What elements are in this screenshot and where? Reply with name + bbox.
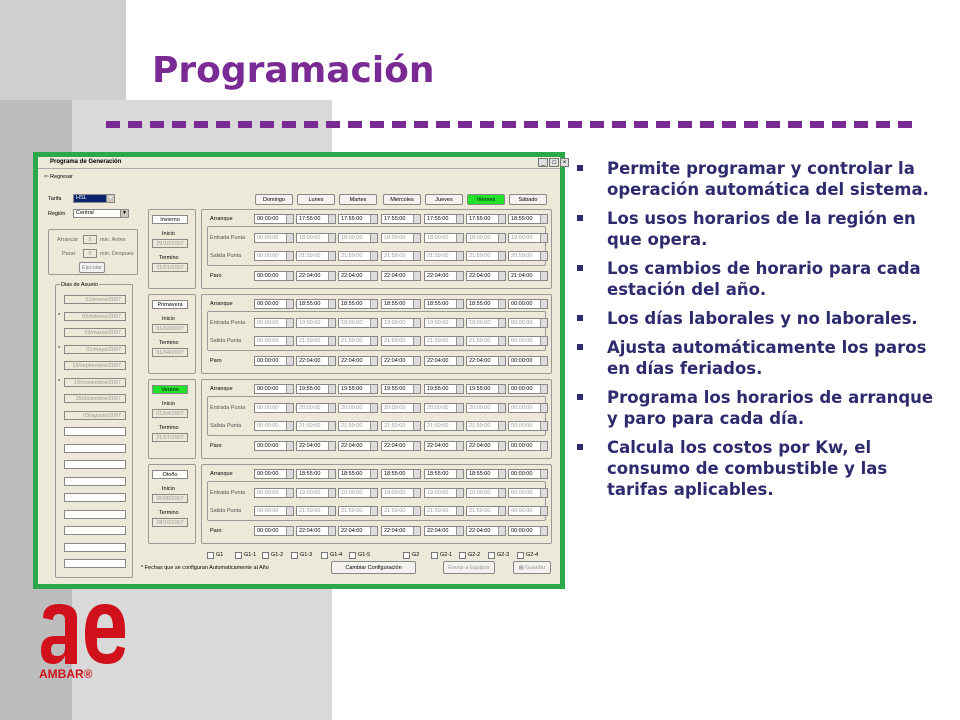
time-field[interactable]: 19:00:00 [508, 233, 548, 243]
time-field[interactable]: 18:55:00 [381, 299, 421, 309]
time-field[interactable]: 21:59:00 [424, 506, 464, 516]
group-checkbox[interactable] [235, 552, 242, 559]
time-field[interactable]: 22:04:00 [381, 271, 421, 281]
save-label: Guardar [525, 565, 546, 571]
row-label-paro: Paro [210, 528, 222, 534]
auto-marker: * [58, 378, 61, 385]
time-field[interactable]: 17:55:00 [424, 214, 464, 224]
page-title: Programación [152, 50, 435, 91]
holiday-field[interactable] [64, 444, 126, 453]
time-field[interactable]: 21:59:00 [338, 421, 378, 431]
time-field[interactable]: 17:55:00 [338, 214, 378, 224]
group-checkbox[interactable] [321, 552, 328, 559]
time-field[interactable]: 00:00:00 [508, 384, 548, 394]
time-field[interactable]: 00:00:00 [508, 318, 548, 328]
dotted-divider [106, 121, 916, 128]
time-field[interactable]: 18:00:00 [466, 233, 506, 243]
holiday-field[interactable]: 19/marzo/2007 [64, 328, 126, 337]
time-field[interactable]: 21:59:00 [296, 421, 336, 431]
group-checkbox[interactable] [349, 552, 356, 559]
row-label-arranque: Arranque [210, 301, 233, 307]
time-field[interactable]: 22:04:00 [296, 526, 336, 536]
group-label: G2-3 [497, 552, 510, 558]
time-field[interactable]: 21:59:00 [381, 336, 421, 346]
time-field[interactable]: 22:04:00 [466, 526, 506, 536]
time-field[interactable]: 22:04:00 [424, 441, 464, 451]
row-label-salida: Salida Punta [210, 338, 242, 344]
time-field[interactable]: 00:00:00 [508, 421, 548, 431]
time-field[interactable]: 22:04:00 [466, 356, 506, 366]
row-label-entrada: Entrada Punta [210, 490, 246, 496]
time-field[interactable]: 21:59:00 [338, 336, 378, 346]
time-field[interactable]: 22:04:00 [338, 356, 378, 366]
time-field[interactable]: 00:00:00 [254, 214, 294, 224]
time-field[interactable]: 00:00:00 [254, 526, 294, 536]
holiday-field[interactable] [64, 543, 126, 552]
time-field[interactable]: 18:00:00 [296, 233, 336, 243]
tarifa-label: Tarifa [48, 196, 62, 202]
logo-brand: AMBAR® [39, 667, 93, 680]
time-field[interactable]: 00:00:00 [254, 403, 294, 413]
inicio-date[interactable]: 01/02/2007 [152, 324, 188, 333]
inicio-label: Inicio [162, 401, 175, 407]
time-field[interactable]: 00:00:00 [508, 336, 548, 346]
time-field[interactable]: 00:00:00 [254, 356, 294, 366]
day-tab-6[interactable]: Sábado [509, 194, 547, 205]
termino-date[interactable]: 31/01/2007 [152, 263, 188, 272]
time-field[interactable]: 19:55:00 [381, 384, 421, 394]
time-field[interactable]: 19:00:00 [424, 318, 464, 328]
inicio-label: Inicio [162, 231, 175, 237]
time-field[interactable]: 21:59:00 [338, 251, 378, 261]
season-name: Otoño [152, 470, 188, 479]
time-field[interactable]: 22:04:00 [296, 441, 336, 451]
time-field[interactable]: 18:55:00 [338, 299, 378, 309]
back-label: Regresar [50, 174, 73, 180]
minimize-button[interactable]: _ [538, 158, 548, 167]
group-label: G2 [412, 552, 420, 558]
bullet-item: Calcula los costos por Kw, el consumo de combustible y las tarifas aplicables. [575, 437, 935, 500]
holiday-field[interactable]: 01/enero/2007 [64, 295, 126, 304]
time-field[interactable]: 22:04:00 [466, 271, 506, 281]
time-field[interactable]: 22:04:00 [296, 271, 336, 281]
time-field[interactable]: 00:00:00 [254, 506, 294, 516]
time-field[interactable]: 19:55:00 [424, 384, 464, 394]
row-label-paro: Paro [210, 443, 222, 449]
time-field[interactable]: 19:55:00 [466, 384, 506, 394]
time-field[interactable]: 20:00:00 [466, 403, 506, 413]
time-field[interactable]: 22:04:00 [424, 271, 464, 281]
group-label: G2-1 [440, 552, 453, 558]
time-field[interactable]: 00:00:00 [254, 271, 294, 281]
parar-field[interactable]: 5 [83, 249, 97, 258]
group-label: G1-3 [300, 552, 313, 558]
holiday-field[interactable] [64, 427, 126, 436]
time-field[interactable]: 00:00:00 [254, 488, 294, 498]
time-field[interactable]: 18:00:00 [424, 233, 464, 243]
day-tab-4[interactable]: Jueves [425, 194, 463, 205]
time-field[interactable]: 19:00:00 [338, 488, 378, 498]
time-field[interactable]: 21:59:00 [424, 251, 464, 261]
group-label: G2-2 [468, 552, 481, 558]
window-titlebar [38, 157, 567, 169]
time-field[interactable]: 18:55:00 [466, 299, 506, 309]
time-field[interactable]: 21:59:00 [381, 421, 421, 431]
holiday-field[interactable] [64, 526, 126, 535]
time-field[interactable]: 21:59:00 [466, 336, 506, 346]
time-field[interactable]: 00:00:00 [508, 488, 548, 498]
time-field[interactable]: 20:00:00 [381, 403, 421, 413]
day-tab-0[interactable]: Domingo [255, 194, 293, 205]
time-field[interactable]: 21:59:00 [296, 251, 336, 261]
holidays-title: Dias de Asueto [61, 282, 98, 288]
feature-list [575, 158, 935, 508]
time-field[interactable]: 00:00:00 [508, 403, 548, 413]
time-field[interactable]: 19:00:00 [296, 318, 336, 328]
time-field[interactable]: 22:04:00 [338, 271, 378, 281]
time-field[interactable]: 17:55:00 [466, 214, 506, 224]
row-label-arranque: Arranque [210, 471, 233, 477]
time-field[interactable]: 18:55:00 [381, 469, 421, 479]
auto-marker: * [58, 312, 61, 319]
chevron-down-icon: ▼ [106, 195, 114, 202]
termino-date[interactable]: 28/10/2007 [152, 518, 188, 527]
background-block [0, 0, 126, 100]
termino-label: Termino [159, 255, 179, 261]
group-label: G2-4 [526, 552, 539, 558]
time-field[interactable]: 22:04:00 [296, 356, 336, 366]
execute-button[interactable]: Ejecutar [79, 262, 105, 273]
time-field[interactable]: 00:00:00 [254, 251, 294, 261]
time-field[interactable]: 19:55:00 [296, 384, 336, 394]
ambar-logo [37, 600, 129, 680]
holiday-field[interactable] [64, 493, 126, 502]
holidays-panel [55, 284, 133, 578]
window-title: Programa de Generación [50, 159, 122, 165]
time-field[interactable]: 18:55:00 [424, 469, 464, 479]
parar-label: Parar [62, 251, 76, 257]
time-field[interactable]: 19:00:00 [381, 488, 421, 498]
group-checkbox[interactable] [459, 552, 466, 559]
holiday-field[interactable]: 16/septiembre/2007 [64, 361, 126, 370]
time-field[interactable]: 19:00:00 [338, 318, 378, 328]
time-field[interactable]: 19:00:00 [424, 488, 464, 498]
termino-label: Termino [159, 340, 179, 346]
group-checkbox[interactable] [262, 552, 269, 559]
holiday-field[interactable]: 25/diciembre/2007 [64, 394, 126, 403]
row-label-arranque: Arranque [210, 386, 233, 392]
change-config-button[interactable]: Cambiar Configuración [331, 561, 416, 574]
arrancar-label: Arrancar [57, 237, 79, 243]
holiday-field[interactable]: 05/febrero/2007 [64, 312, 126, 321]
time-field[interactable]: 00:00:00 [508, 526, 548, 536]
group-label: G1-1 [244, 552, 257, 558]
inicio-date[interactable]: 29/10/2007 [152, 239, 188, 248]
termino-date[interactable]: 31/07/2007 [152, 433, 188, 442]
time-field[interactable]: 00:00:00 [508, 506, 548, 516]
time-field[interactable]: 00:00:00 [508, 469, 548, 479]
time-field[interactable]: 21:59:00 [296, 336, 336, 346]
bullet-item: Permite programar y controlar la operación automática del sistema. [575, 158, 935, 200]
time-field[interactable]: 21:59:00 [466, 421, 506, 431]
back-button[interactable]: ⇦ Regresar [44, 174, 73, 180]
inicio-date[interactable]: 05/08/2007 [152, 494, 188, 503]
time-field[interactable]: 19:00:00 [466, 318, 506, 328]
row-label-paro: Paro [210, 273, 222, 279]
inicio-label: Inicio [162, 486, 175, 492]
row-label-salida: Salida Punta [210, 423, 242, 429]
time-field[interactable]: 21:59:00 [424, 421, 464, 431]
row-label-arranque: Arranque [210, 216, 233, 222]
holiday-field[interactable] [64, 477, 126, 486]
time-field[interactable]: 00:00:00 [254, 421, 294, 431]
time-field[interactable]: 21:59:00 [296, 506, 336, 516]
time-field[interactable]: 19:00:00 [466, 488, 506, 498]
group-checkbox[interactable] [403, 552, 410, 559]
termino-date[interactable]: 01/04/2007 [152, 348, 188, 357]
time-field[interactable]: 21:59:00 [338, 506, 378, 516]
day-tab-1[interactable]: Lunes [297, 194, 335, 205]
time-field[interactable]: 00:00:00 [254, 384, 294, 394]
time-field[interactable]: 18:55:00 [296, 469, 336, 479]
day-tab-3[interactable]: Miércoles [383, 194, 421, 205]
group-label: G1 [216, 552, 224, 558]
holiday-field[interactable]: 19/noviembre/2007 [64, 378, 126, 387]
inicio-date[interactable]: 01/04/2007 [152, 409, 188, 418]
footnote: * Fechas que se configuran Automaticamente al Año [141, 565, 269, 571]
time-field[interactable]: 21:59:00 [466, 506, 506, 516]
time-field[interactable]: 00:00:00 [254, 318, 294, 328]
despues-label: min. Despues [100, 251, 134, 257]
time-field[interactable]: 21:04:00 [508, 271, 548, 281]
time-field[interactable]: 00:00:00 [254, 441, 294, 451]
holiday-field[interactable]: 01/mayo/2007 [64, 345, 126, 354]
group-label: G1-5 [358, 552, 371, 558]
time-field[interactable]: 00:00:00 [508, 441, 548, 451]
time-field[interactable]: 18:55:00 [424, 299, 464, 309]
close-button[interactable]: × [560, 158, 569, 167]
row-label-entrada: Entrada Punta [210, 235, 246, 241]
time-field[interactable]: 17:55:00 [381, 214, 421, 224]
auto-marker: * [58, 345, 61, 352]
tarifa-value: HSL [76, 195, 87, 201]
bullet-item: Programa los horarios de arranque y paro para cada día. [575, 387, 935, 429]
time-field[interactable]: 20:00:00 [296, 403, 336, 413]
time-field[interactable]: 19:55:00 [338, 384, 378, 394]
time-field[interactable]: 21:59:00 [424, 336, 464, 346]
arrancar-field[interactable]: 5 [83, 235, 97, 244]
group-label: G1-4 [330, 552, 343, 558]
bullet-item: Los días laborales y no laborales. [575, 308, 935, 329]
time-field[interactable]: 22:04:00 [466, 441, 506, 451]
time-field[interactable]: 17:55:00 [296, 214, 336, 224]
time-field[interactable]: 22:04:00 [338, 441, 378, 451]
time-field[interactable]: 22:04:00 [424, 526, 464, 536]
send-to-equipment-button[interactable]: Enviar a Equipos [443, 561, 495, 574]
row-label-entrada: Entrada Punta [210, 405, 246, 411]
group-label: G1-2 [271, 552, 284, 558]
antes-label: min. Antes [100, 237, 126, 243]
time-field[interactable]: 21:59:00 [466, 251, 506, 261]
time-field[interactable]: 22:04:00 [381, 441, 421, 451]
time-field[interactable]: 19:00:00 [296, 488, 336, 498]
time-field[interactable]: 21:59:00 [381, 506, 421, 516]
time-field[interactable]: 00:00:00 [254, 336, 294, 346]
bullet-item: Los usos horarios de la región en que opera. [575, 208, 935, 250]
start-stop-panel [48, 229, 138, 275]
time-field[interactable]: 00:00:00 [254, 299, 294, 309]
maximize-button[interactable]: □ [549, 158, 559, 167]
time-field[interactable]: 22:04:00 [381, 526, 421, 536]
time-field[interactable]: 22:04:00 [424, 356, 464, 366]
group-checkbox[interactable] [207, 552, 214, 559]
time-field[interactable]: 00:00:00 [508, 356, 548, 366]
holiday-field[interactable] [64, 460, 126, 469]
save-button[interactable]: ▦ Guardar [513, 561, 551, 574]
row-label-paro: Paro [210, 358, 222, 364]
season-name: Verano [152, 385, 188, 394]
region-label: Región [48, 211, 66, 217]
holiday-field[interactable] [64, 559, 126, 568]
row-label-entrada: Entrada Punta [210, 320, 246, 326]
time-field[interactable]: 18:55:00 [466, 469, 506, 479]
time-field[interactable]: 00:00:00 [508, 299, 548, 309]
row-label-salida: Salida Punta [210, 253, 242, 259]
time-field[interactable]: 18:55:00 [338, 469, 378, 479]
region-value: Central [76, 210, 94, 216]
termino-label: Termino [159, 425, 179, 431]
time-field[interactable]: 21:59:00 [381, 251, 421, 261]
time-field[interactable]: 22:04:00 [338, 526, 378, 536]
time-field[interactable]: 20:59:00 [508, 251, 548, 261]
inicio-label: Inicio [162, 316, 175, 322]
time-field[interactable]: 00:00:00 [254, 469, 294, 479]
day-tab-5[interactable]: Viernes [467, 194, 505, 205]
time-field[interactable]: 20:00:00 [338, 403, 378, 413]
bullet-item: Los cambios de horario para cada estación del año. [575, 258, 935, 300]
time-field[interactable]: 18:55:00 [508, 214, 548, 224]
bullet-item: Ajusta automáticamente los paros en días feriados. [575, 337, 935, 379]
time-field[interactable]: 22:04:00 [381, 356, 421, 366]
time-field[interactable]: 18:00:00 [381, 233, 421, 243]
tarifa-select[interactable] [73, 194, 115, 203]
season-name: Primavera [152, 300, 188, 309]
time-field[interactable]: 18:00:00 [338, 233, 378, 243]
row-label-salida: Salida Punta [210, 508, 242, 514]
time-field[interactable]: 00:00:00 [254, 233, 294, 243]
time-field[interactable]: 19:00:00 [381, 318, 421, 328]
termino-label: Termino [159, 510, 179, 516]
group-checkbox[interactable] [517, 552, 524, 559]
holiday-field[interactable] [64, 510, 126, 519]
season-name: Invierno [152, 215, 188, 224]
time-field[interactable]: 18:55:00 [296, 299, 336, 309]
holiday-field[interactable]: 03/agosto/2007 [64, 411, 126, 420]
program-window [33, 152, 565, 589]
time-field[interactable]: 20:00:00 [424, 403, 464, 413]
day-tab-2[interactable]: Martes [339, 194, 377, 205]
chevron-down-icon: ▼ [120, 210, 128, 217]
group-checkbox[interactable] [488, 552, 495, 559]
region-select[interactable] [73, 209, 129, 218]
group-checkbox[interactable] [431, 552, 438, 559]
group-checkbox[interactable] [291, 552, 298, 559]
